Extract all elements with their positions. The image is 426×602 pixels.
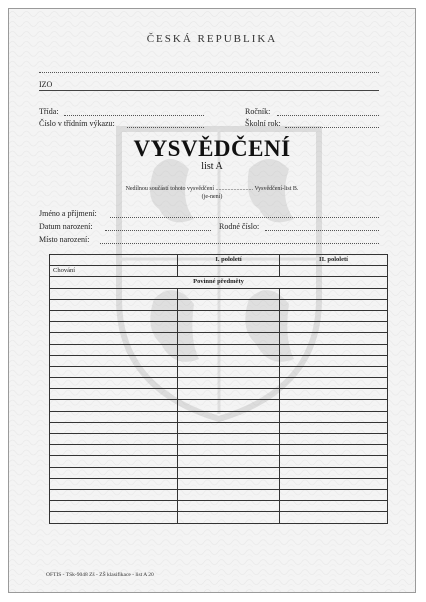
behavior-row [50, 266, 388, 277]
second-term-cell[interactable] [280, 501, 388, 512]
subject-cell[interactable] [50, 333, 178, 344]
table-row [50, 411, 388, 422]
second-term-cell[interactable] [280, 333, 388, 344]
first-term-cell[interactable] [178, 467, 280, 478]
skolni-rok-field[interactable] [285, 127, 379, 128]
second-term-cell[interactable] [280, 378, 388, 389]
second-term-cell[interactable] [280, 299, 388, 310]
subject-cell[interactable] [50, 445, 178, 456]
second-term-cell[interactable] [280, 355, 388, 366]
rodne-cislo-label: Rodné číslo: [219, 222, 260, 231]
first-term-cell[interactable] [178, 512, 280, 523]
first-term-cell[interactable] [178, 489, 280, 500]
subject-cell[interactable] [50, 467, 178, 478]
subject-header-cell [50, 255, 178, 266]
table-row [50, 333, 388, 344]
jmeno-label: Jméno a příjmení: [39, 209, 97, 218]
certificate-subtitle: list A [201, 161, 223, 172]
subject-cell[interactable] [50, 478, 178, 489]
second-term-cell[interactable] [280, 400, 388, 411]
behavior-first-term-cell[interactable] [178, 266, 280, 277]
first-term-cell[interactable] [178, 310, 280, 321]
first-term-cell[interactable] [178, 355, 280, 366]
certificate-title: VYSVĚDČENÍ [133, 136, 291, 161]
second-term-cell[interactable] [280, 512, 388, 523]
subject-cell[interactable] [50, 344, 178, 355]
first-term-cell[interactable] [178, 400, 280, 411]
compulsory-subjects-heading: Povinné předměty [50, 277, 388, 288]
first-term-cell[interactable] [178, 501, 280, 512]
attachment-note-hint: (je-není) [201, 194, 223, 200]
trida-label: Třída: [39, 107, 59, 116]
misto-label: Místo narození: [39, 235, 90, 244]
first-term-cell[interactable] [178, 478, 280, 489]
table-row [50, 467, 388, 478]
second-term-cell[interactable] [280, 489, 388, 500]
second-term-cell[interactable] [280, 456, 388, 467]
first-term-cell[interactable] [178, 299, 280, 310]
first-term-cell[interactable] [178, 411, 280, 422]
second-term-cell[interactable] [280, 422, 388, 433]
skolni-rok-label: Školní rok: [245, 119, 281, 128]
table-row [50, 378, 388, 389]
table-row [50, 288, 388, 299]
second-term-cell[interactable] [280, 389, 388, 400]
second-term-header: II. pololetí [280, 255, 388, 266]
second-term-cell[interactable] [280, 288, 388, 299]
table-row [50, 434, 388, 445]
subject-cell[interactable] [50, 378, 178, 389]
second-term-cell[interactable] [280, 310, 388, 321]
subject-cell[interactable] [50, 434, 178, 445]
form-code: OFTIS - TSk-9048 Zš - ZŠ klasifikace - list A 20 [46, 572, 154, 578]
second-term-cell[interactable] [280, 478, 388, 489]
table-row [50, 489, 388, 500]
rocnik-label: Ročník: [245, 107, 271, 116]
behavior-second-term-cell[interactable] [280, 266, 388, 277]
jmeno-field[interactable] [110, 217, 379, 218]
subject-cell[interactable] [50, 366, 178, 377]
subject-cell[interactable] [50, 512, 178, 523]
second-term-cell[interactable] [280, 366, 388, 377]
izo-label: IZO [39, 80, 53, 89]
rocnik-field[interactable] [277, 115, 379, 116]
table-row [50, 456, 388, 467]
subject-cell[interactable] [50, 288, 178, 299]
first-term-cell[interactable] [178, 389, 280, 400]
second-term-cell[interactable] [280, 344, 388, 355]
table-row [50, 478, 388, 489]
first-term-cell[interactable] [178, 344, 280, 355]
first-term-cell[interactable] [178, 434, 280, 445]
cislo-label: Číslo v třídním výkazu: [39, 119, 115, 128]
subject-cell[interactable] [50, 299, 178, 310]
subject-cell[interactable] [50, 422, 178, 433]
table-row [50, 310, 388, 321]
country-name: ČESKÁ REPUBLIKA [146, 33, 278, 45]
datum-field[interactable] [105, 230, 211, 231]
table-row [50, 512, 388, 523]
first-term-cell[interactable] [178, 366, 280, 377]
behavior-label: Chování [50, 266, 178, 277]
subject-cell[interactable] [50, 389, 178, 400]
cislo-field[interactable] [127, 127, 204, 128]
table-row [50, 366, 388, 377]
subject-cell[interactable] [50, 456, 178, 467]
first-term-cell[interactable] [178, 456, 280, 467]
izo-line[interactable] [39, 90, 379, 91]
first-term-cell[interactable] [178, 422, 280, 433]
table-row [50, 322, 388, 333]
subject-cell[interactable] [50, 489, 178, 500]
izo-dotted-line-top [39, 72, 379, 73]
misto-field[interactable] [100, 243, 379, 244]
table-row [50, 501, 388, 512]
table-row [50, 389, 388, 400]
table-row [50, 445, 388, 456]
subject-cell[interactable] [50, 411, 178, 422]
second-term-cell[interactable] [280, 322, 388, 333]
trida-field[interactable] [64, 115, 204, 116]
second-term-cell[interactable] [280, 445, 388, 456]
subject-cell[interactable] [50, 322, 178, 333]
first-term-cell[interactable] [178, 378, 280, 389]
attachment-note: Nedílnou součástí tohoto vysvědčení ......................... Vysvědčení-list B. [125, 186, 299, 192]
subject-cell[interactable] [50, 355, 178, 366]
subject-cell[interactable] [50, 310, 178, 321]
table-row [50, 355, 388, 366]
table-row [50, 299, 388, 310]
first-term-cell[interactable] [178, 333, 280, 344]
table-row [50, 400, 388, 411]
section-row [50, 277, 388, 288]
first-term-cell[interactable] [178, 445, 280, 456]
subject-cell[interactable] [50, 501, 178, 512]
datum-label: Datum narození: [39, 222, 93, 231]
second-term-cell[interactable] [280, 467, 388, 478]
rodne-cislo-field[interactable] [265, 230, 379, 231]
table-row [50, 344, 388, 355]
table-header-row [50, 255, 388, 266]
second-term-cell[interactable] [280, 434, 388, 445]
first-term-cell[interactable] [178, 322, 280, 333]
first-term-header: I. pololetí [178, 255, 280, 266]
subject-cell[interactable] [50, 400, 178, 411]
first-term-cell[interactable] [178, 288, 280, 299]
table-row [50, 422, 388, 433]
second-term-cell[interactable] [280, 411, 388, 422]
grades-table [49, 254, 388, 524]
certificate-sheet [8, 8, 416, 593]
